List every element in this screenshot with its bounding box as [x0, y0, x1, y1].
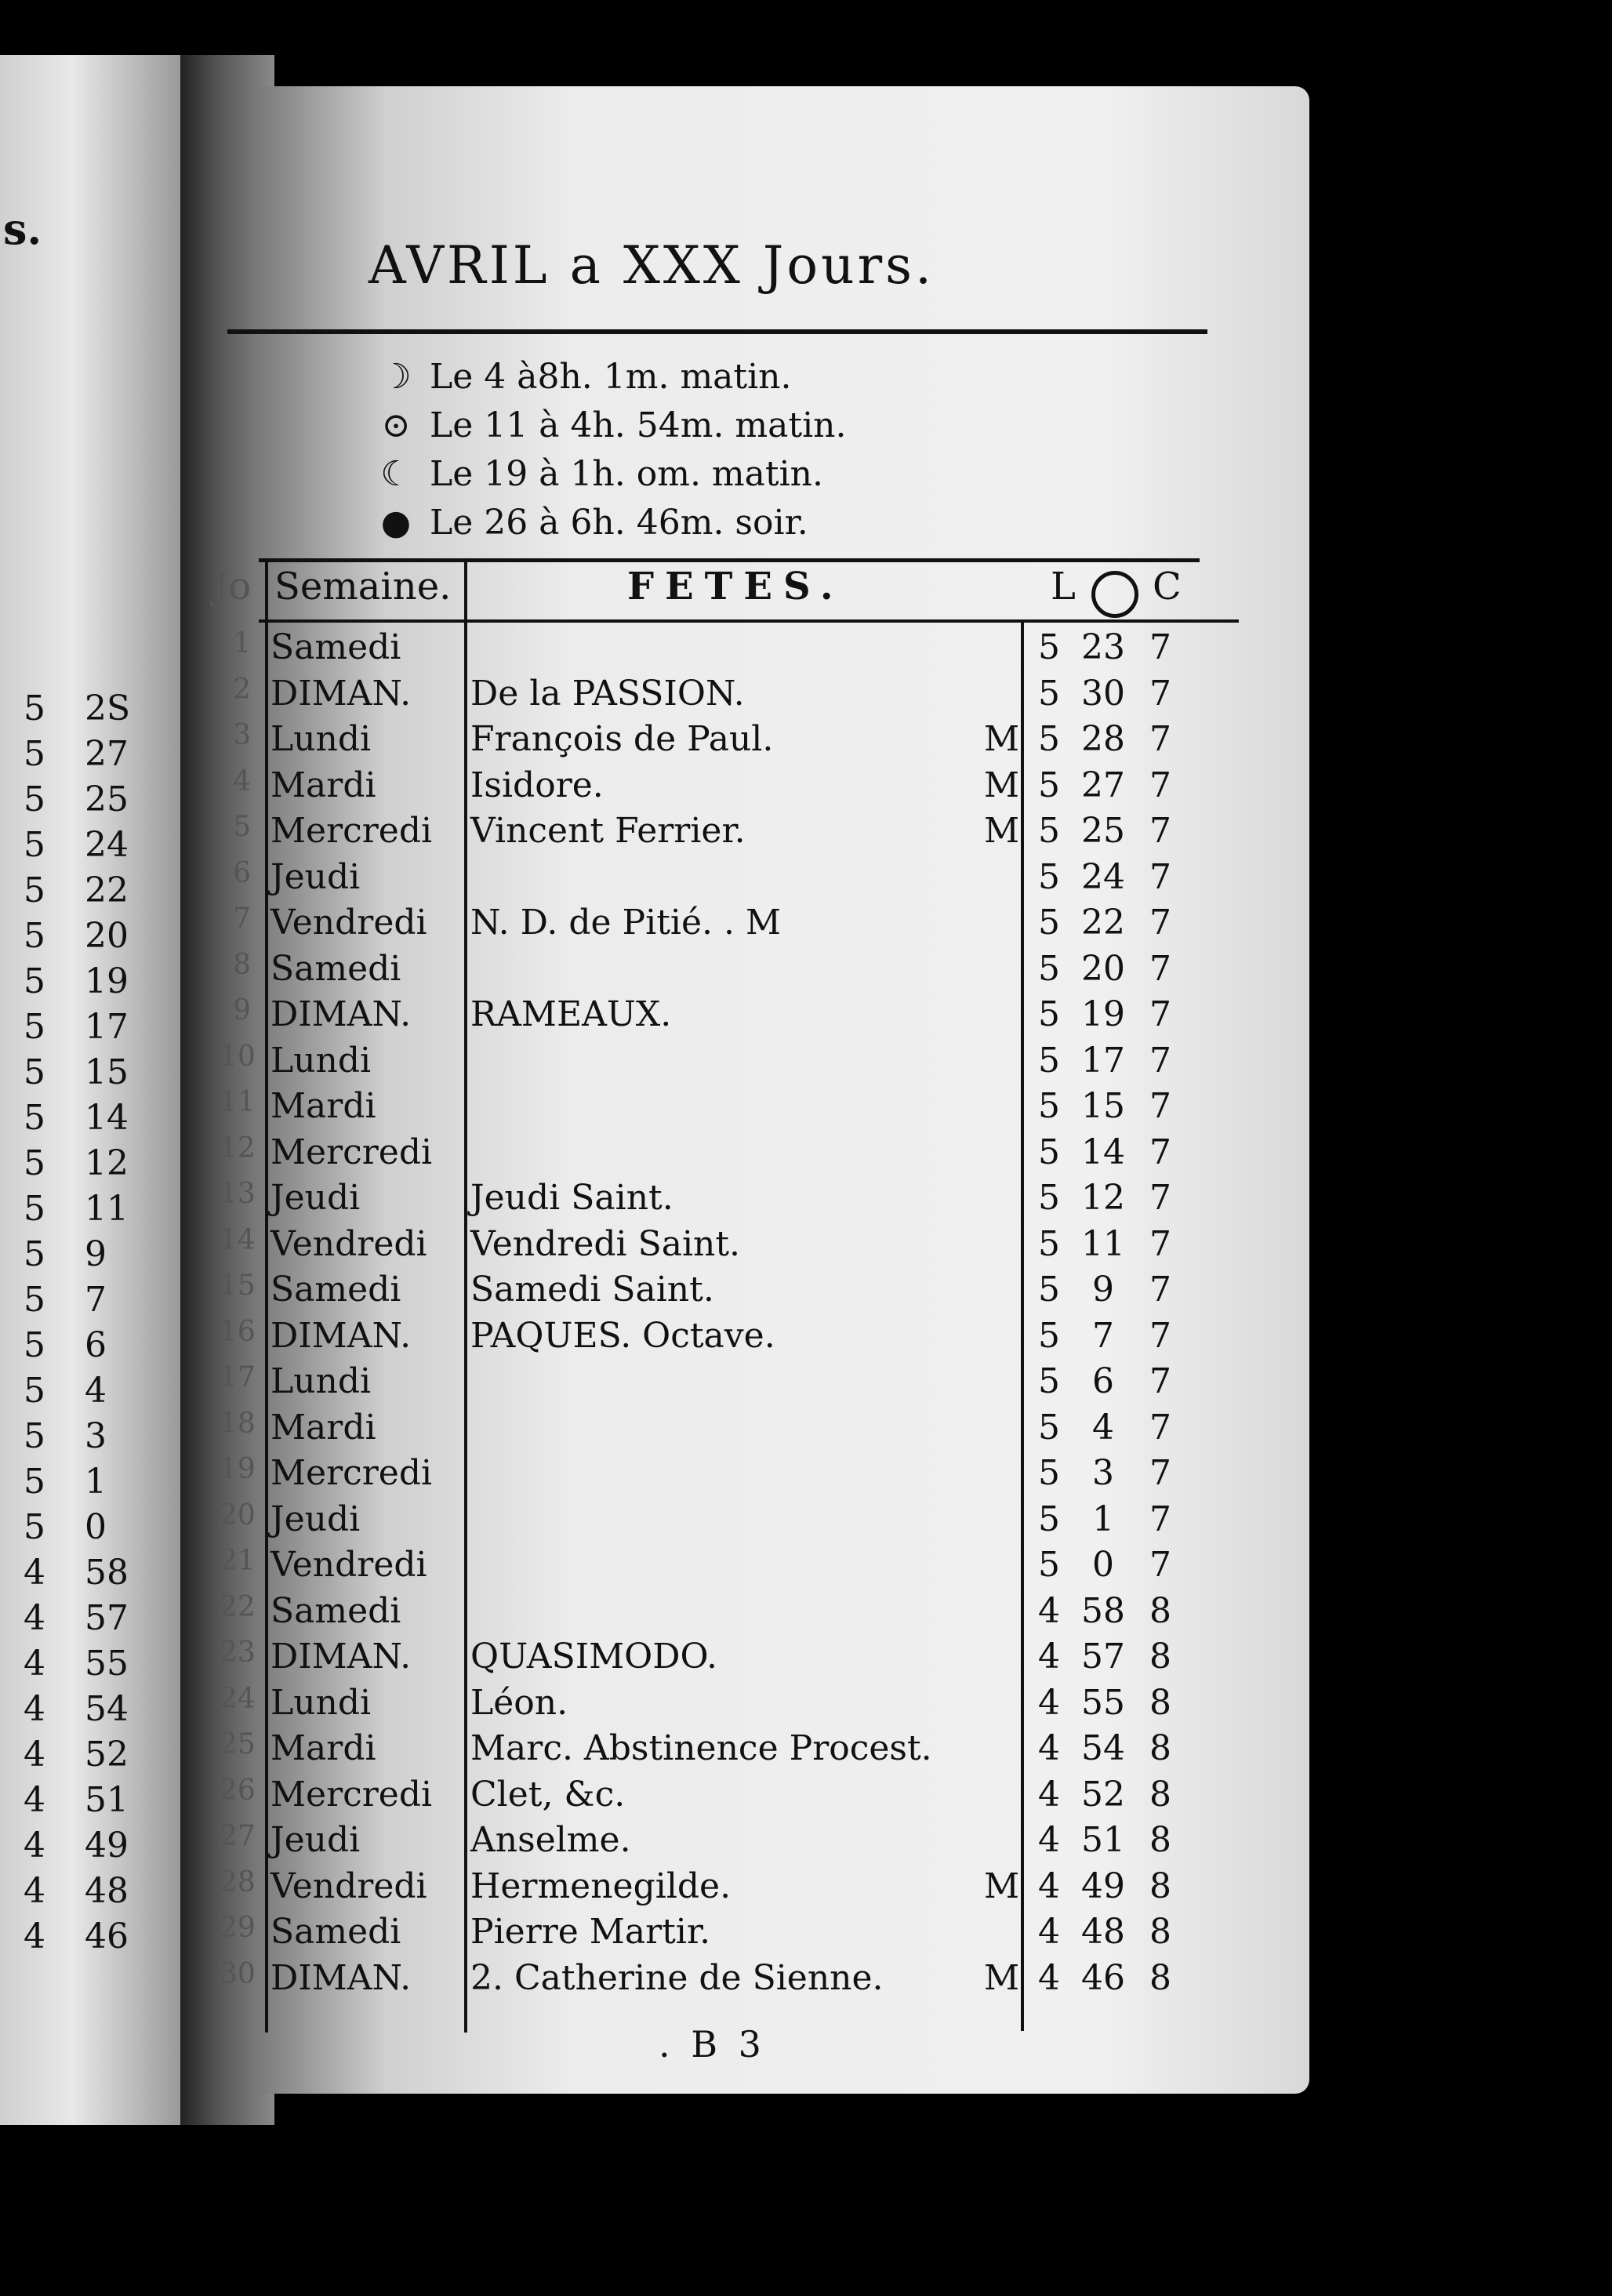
left-hour: 5	[24, 1280, 45, 1320]
weekday: Lundi	[270, 1361, 372, 1401]
calendar-row	[0, 674, 1612, 719]
header-weekday: Semaine.	[274, 565, 452, 609]
left-hour: 5	[24, 825, 45, 865]
sunset-hour: 7	[1149, 673, 1171, 714]
sunrise-minute: 51	[1081, 1820, 1125, 1860]
weekday: DIMAN.	[270, 1315, 412, 1356]
sunset-hour: 7	[1149, 1545, 1171, 1585]
sunrise-minute: 12	[1081, 1178, 1125, 1218]
left-minute: 12	[85, 1143, 129, 1183]
sunrise-minute: 48	[1081, 1912, 1125, 1952]
sunrise-hour: 5	[1038, 719, 1060, 759]
moon-phase-text: Le 11 à 4h. 54m. matin.	[430, 405, 847, 445]
left-hour: 5	[24, 1371, 45, 1411]
left-minute: 46	[85, 1916, 129, 1956]
sunrise-hour: 5	[1038, 948, 1060, 989]
sunrise-hour: 5	[1038, 811, 1060, 851]
weekday: Vendredi	[270, 1223, 427, 1264]
feast: 2. Catherine de Sienne.	[470, 1957, 884, 1998]
sunrise-minute: 11	[1081, 1223, 1125, 1264]
left-hour: 4	[24, 1689, 45, 1729]
day-number: 30	[220, 1957, 256, 1990]
page-title: AVRIL a XXX Jours.	[369, 235, 935, 296]
sunset-hour: 7	[1149, 1178, 1171, 1218]
left-hour: 5	[24, 1507, 45, 1547]
sunrise-minute: 17	[1081, 1040, 1125, 1081]
weekday: Samedi	[270, 1912, 401, 1952]
weekday: Samedi	[270, 627, 401, 667]
sunrise-hour: 5	[1038, 627, 1060, 667]
left-hour: 5	[24, 1007, 45, 1047]
day-number: 18	[220, 1407, 256, 1440]
sunrise-hour: 5	[1038, 1499, 1060, 1539]
sunrise-hour: 4	[1038, 1590, 1060, 1631]
left-minute: 4	[85, 1371, 107, 1411]
weekday: Samedi	[270, 948, 401, 989]
sunrise-hour: 4	[1038, 1637, 1060, 1677]
sunset-hour: 7	[1149, 948, 1171, 989]
left-page-corner-text: s.	[3, 204, 42, 254]
sunset-hour: 7	[1149, 811, 1171, 851]
left-minute: 20	[85, 916, 129, 956]
day-number: 17	[220, 1361, 256, 1393]
header-bottom-rule	[259, 619, 1239, 623]
day-number: 10	[220, 1040, 256, 1073]
sunrise-hour: 5	[1038, 1315, 1060, 1356]
day-number: 2	[233, 673, 251, 706]
calendar-row	[0, 1361, 1612, 1407]
left-hour: 5	[24, 870, 45, 910]
sunrise-hour: 5	[1038, 1086, 1060, 1126]
sunrise-hour: 5	[1038, 1178, 1060, 1218]
header-day: Jo	[213, 565, 252, 609]
sunset-hour: 8	[1149, 1774, 1171, 1815]
sunrise-hour: 5	[1038, 856, 1060, 897]
day-number: 29	[220, 1912, 256, 1944]
header-fetes: FETES.	[627, 565, 844, 609]
sunrise-minute: 9	[1092, 1270, 1114, 1310]
moon-phase-line	[376, 454, 823, 501]
left-minute: 9	[85, 1234, 107, 1274]
day-number: 7	[233, 903, 251, 935]
weekday: Jeudi	[270, 1499, 361, 1539]
left-hour: 4	[24, 1598, 45, 1638]
last-quarter-moon-icon: ☾	[380, 454, 412, 494]
day-number: 23	[220, 1637, 256, 1669]
calendar-row	[0, 949, 1612, 994]
calendar-row	[0, 719, 1612, 765]
left-hour: 5	[24, 734, 45, 774]
weekday: DIMAN.	[270, 1637, 412, 1677]
sunrise-minute: 49	[1081, 1866, 1125, 1906]
left-hour: 4	[24, 1780, 45, 1820]
sunset-hour: 7	[1149, 719, 1171, 759]
calendar-row	[0, 1958, 1612, 2004]
calendar-row	[0, 1178, 1612, 1223]
sunrise-hour: 4	[1038, 1912, 1060, 1952]
sunrise-minute: 52	[1081, 1774, 1125, 1815]
weekday: Vendredi	[270, 903, 427, 943]
weekday: Lundi	[270, 1682, 372, 1723]
sunset-hour: 8	[1149, 1820, 1171, 1860]
sunrise-hour: 5	[1038, 994, 1060, 1034]
title-rule	[227, 329, 1207, 334]
sunrise-minute: 0	[1092, 1545, 1114, 1585]
left-minute: 51	[85, 1780, 129, 1820]
left-hour: 5	[24, 961, 45, 1001]
left-hour: 4	[24, 1871, 45, 1911]
day-number: 21	[220, 1545, 256, 1577]
weekday: Jeudi	[270, 1820, 361, 1860]
sunrise-minute: 3	[1092, 1453, 1114, 1493]
moon-phase-line	[376, 357, 791, 404]
sunrise-minute: 25	[1081, 811, 1125, 851]
feast: Isidore.	[470, 765, 604, 805]
sunrise-hour: 5	[1038, 1545, 1060, 1585]
header-sun-c: C	[1153, 565, 1182, 609]
sunset-hour: 7	[1149, 1453, 1171, 1493]
feast: Marc. Abstinence Procest.	[470, 1728, 932, 1768]
sunrise-minute: 22	[1081, 903, 1125, 943]
calendar-row	[0, 1866, 1612, 1912]
left-minute: 22	[85, 870, 129, 910]
meat-mark: M	[984, 719, 1020, 759]
sunset-hour: 7	[1149, 1223, 1171, 1264]
left-hour: 4	[24, 1735, 45, 1775]
meat-mark: M	[984, 765, 1020, 805]
first-quarter-moon-icon: ☽	[380, 357, 412, 397]
feast: Jeudi Saint.	[470, 1178, 673, 1218]
day-number: 24	[220, 1682, 256, 1715]
feast: RAMEAUX.	[470, 994, 672, 1034]
sunset-hour: 8	[1149, 1728, 1171, 1768]
weekday: DIMAN.	[270, 994, 412, 1034]
sunrise-minute: 27	[1081, 765, 1125, 805]
left-minute: 14	[85, 1098, 129, 1138]
calendar-row	[0, 903, 1612, 948]
sunrise-minute: 20	[1081, 948, 1125, 989]
moon-phase-line	[376, 405, 846, 452]
left-minute: 52	[85, 1735, 129, 1775]
calendar-row	[0, 765, 1612, 811]
day-number: 16	[220, 1315, 256, 1348]
weekday: Jeudi	[270, 1178, 361, 1218]
sunset-hour: 7	[1149, 765, 1171, 805]
day-number: 22	[220, 1590, 256, 1623]
sunrise-minute: 54	[1081, 1728, 1125, 1768]
sunrise-minute: 7	[1092, 1315, 1114, 1356]
left-hour: 5	[24, 1234, 45, 1274]
weekday: DIMAN.	[270, 673, 412, 714]
sunset-hour: 7	[1149, 1361, 1171, 1401]
meat-mark: M	[984, 1957, 1020, 1998]
sun-icon	[1091, 571, 1138, 618]
sunset-hour: 7	[1149, 1086, 1171, 1126]
day-number: 5	[233, 811, 251, 843]
weekday: Mercredi	[270, 1453, 433, 1493]
sunrise-minute: 58	[1081, 1590, 1125, 1631]
sunset-hour: 7	[1149, 994, 1171, 1034]
sunrise-hour: 5	[1038, 1361, 1060, 1401]
weekday: Mardi	[270, 1407, 376, 1448]
calendar-row	[0, 857, 1612, 903]
calendar-row	[0, 1270, 1612, 1315]
sunrise-minute: 28	[1081, 719, 1125, 759]
left-minute: 57	[85, 1598, 129, 1638]
sunrise-hour: 4	[1038, 1774, 1060, 1815]
moon-phase-text: Le 26 à 6h. 46m. soir.	[430, 503, 808, 543]
weekday: DIMAN.	[270, 1957, 412, 1998]
left-minute: 49	[85, 1826, 129, 1866]
sunset-hour: 7	[1149, 1270, 1171, 1310]
meat-mark: M	[984, 1866, 1020, 1906]
day-number: 28	[220, 1866, 256, 1898]
weekday: Mercredi	[270, 811, 433, 851]
sunrise-hour: 5	[1038, 1453, 1060, 1493]
left-minute: 6	[85, 1325, 107, 1365]
feast: N. D. de Pitié. . M	[470, 903, 781, 943]
weekday: Vendredi	[270, 1545, 427, 1585]
calendar-row	[0, 1086, 1612, 1132]
sunrise-hour: 5	[1038, 1040, 1060, 1081]
calendar-row	[0, 1820, 1612, 1866]
left-minute: 19	[85, 961, 129, 1001]
day-number: 27	[220, 1820, 256, 1852]
sunrise-minute: 6	[1092, 1361, 1114, 1401]
sunrise-hour: 5	[1038, 1132, 1060, 1172]
feast: Léon.	[470, 1682, 568, 1723]
day-number: 25	[220, 1728, 256, 1760]
feast: De la PASSION.	[470, 673, 745, 714]
left-minute: 54	[85, 1689, 129, 1729]
left-hour: 5	[24, 1189, 45, 1229]
calendar-row	[0, 994, 1612, 1040]
weekday: Mardi	[270, 1728, 376, 1768]
sunrise-hour: 4	[1038, 1682, 1060, 1723]
day-number: 15	[220, 1270, 256, 1302]
left-hour: 5	[24, 779, 45, 819]
day-number: 8	[233, 948, 251, 981]
day-number: 26	[220, 1774, 256, 1807]
day-number: 3	[233, 719, 251, 751]
left-hour: 5	[24, 1143, 45, 1183]
calendar-row	[0, 1408, 1612, 1453]
calendar-row	[0, 1499, 1612, 1545]
feast: Pierre Martir.	[470, 1912, 711, 1952]
day-number: 19	[220, 1453, 256, 1485]
sunrise-minute: 19	[1081, 994, 1125, 1034]
sunset-hour: 8	[1149, 1637, 1171, 1677]
weekday: Vendredi	[270, 1866, 427, 1906]
left-minute: 24	[85, 825, 129, 865]
left-minute: 11	[85, 1189, 129, 1229]
left-minute: 15	[85, 1052, 129, 1092]
calendar-row	[0, 1728, 1612, 1774]
left-hour: 4	[24, 1916, 45, 1956]
left-minute: 1	[85, 1462, 107, 1502]
feast: Clet, &c.	[470, 1774, 626, 1815]
calendar-row	[0, 627, 1612, 673]
sunset-hour: 8	[1149, 1682, 1171, 1723]
left-hour: 5	[24, 1098, 45, 1138]
sunrise-hour: 4	[1038, 1728, 1060, 1768]
left-minute: 48	[85, 1871, 129, 1911]
calendar-row	[0, 1683, 1612, 1728]
moon-phase-text: Le 4 à8h. 1m. matin.	[430, 357, 792, 397]
sunset-hour: 7	[1149, 1499, 1171, 1539]
weekday: Mardi	[270, 765, 376, 805]
calendar-row	[0, 811, 1612, 856]
left-minute: 27	[85, 734, 129, 774]
sunrise-hour: 4	[1038, 1957, 1060, 1998]
sunset-hour: 8	[1149, 1590, 1171, 1631]
sunrise-minute: 4	[1092, 1407, 1114, 1448]
weekday: Lundi	[270, 1040, 372, 1081]
sunset-hour: 7	[1149, 1315, 1171, 1356]
sunrise-hour: 5	[1038, 903, 1060, 943]
feast: Samedi Saint.	[470, 1270, 714, 1310]
sunrise-hour: 4	[1038, 1820, 1060, 1860]
weekday: Lundi	[270, 719, 372, 759]
left-hour: 5	[24, 688, 45, 728]
day-number: 12	[220, 1132, 256, 1164]
sunrise-minute: 30	[1081, 673, 1125, 714]
weekday: Samedi	[270, 1270, 401, 1310]
sunrise-hour: 5	[1038, 673, 1060, 714]
moon-phase-line	[376, 503, 808, 550]
day-number: 1	[233, 627, 251, 659]
feast: Hermenegilde.	[470, 1866, 732, 1906]
sunset-hour: 7	[1149, 1407, 1171, 1448]
weekday: Mercredi	[270, 1774, 433, 1815]
left-minute: 3	[85, 1416, 107, 1456]
left-hour: 4	[24, 1644, 45, 1684]
left-hour: 4	[24, 1553, 45, 1593]
calendar-row	[0, 1545, 1612, 1590]
feast: QUASIMODO.	[470, 1637, 717, 1677]
sunrise-minute: 15	[1081, 1086, 1125, 1126]
full-moon-icon: ⊙	[381, 405, 411, 445]
left-hour: 4	[24, 1826, 45, 1866]
sunrise-minute: 23	[1081, 627, 1125, 667]
day-number: 14	[220, 1223, 256, 1256]
calendar-row	[0, 1591, 1612, 1637]
calendar-row	[0, 1912, 1612, 1957]
sunset-hour: 7	[1149, 1040, 1171, 1081]
left-minute: 55	[85, 1644, 129, 1684]
page-signature: . B 3	[659, 2023, 766, 2065]
sunset-hour: 8	[1149, 1912, 1171, 1952]
moon-phase-text: Le 19 à 1h. om. matin.	[430, 454, 823, 494]
feast: PAQUES. Octave.	[470, 1315, 775, 1356]
weekday: Samedi	[270, 1590, 401, 1631]
day-number: 11	[220, 1086, 256, 1118]
feast: Vendredi Saint.	[470, 1223, 741, 1264]
sunrise-hour: 5	[1038, 765, 1060, 805]
sunset-hour: 7	[1149, 856, 1171, 897]
feast: François de Paul.	[470, 719, 774, 759]
sunrise-minute: 1	[1092, 1499, 1114, 1539]
sunrise-hour: 5	[1038, 1407, 1060, 1448]
feast: Anselme.	[470, 1820, 631, 1860]
left-minute: 58	[85, 1553, 129, 1593]
header-sun-l: L	[1051, 565, 1076, 609]
sunrise-minute: 46	[1081, 1957, 1125, 1998]
sunrise-minute: 24	[1081, 856, 1125, 897]
sunrise-hour: 5	[1038, 1270, 1060, 1310]
meat-mark: M	[984, 811, 1020, 851]
weekday: Mardi	[270, 1086, 376, 1126]
calendar-row	[0, 1453, 1612, 1499]
calendar-row	[0, 1775, 1612, 1820]
sunset-hour: 8	[1149, 1866, 1171, 1906]
sunrise-hour: 5	[1038, 1223, 1060, 1264]
sunset-hour: 7	[1149, 903, 1171, 943]
left-hour: 5	[24, 1325, 45, 1365]
left-hour: 5	[24, 1462, 45, 1502]
sunset-hour: 7	[1149, 1132, 1171, 1172]
left-hour: 5	[24, 916, 45, 956]
left-hour: 5	[24, 1052, 45, 1092]
day-number: 20	[220, 1499, 256, 1531]
day-number: 4	[233, 765, 251, 797]
sunrise-hour: 4	[1038, 1866, 1060, 1906]
calendar-row	[0, 1041, 1612, 1086]
calendar-row	[0, 1316, 1612, 1361]
day-number: 9	[233, 994, 251, 1026]
header-top-rule	[259, 558, 1200, 562]
sunset-hour: 7	[1149, 627, 1171, 667]
sunrise-minute: 57	[1081, 1637, 1125, 1677]
day-number: 13	[220, 1178, 256, 1210]
left-minute: 7	[85, 1280, 107, 1320]
left-hour: 5	[24, 1416, 45, 1456]
feast: Vincent Ferrier.	[470, 811, 746, 851]
calendar-row	[0, 1224, 1612, 1270]
sunrise-minute: 55	[1081, 1682, 1125, 1723]
left-minute: 17	[85, 1007, 129, 1047]
weekday: Jeudi	[270, 856, 361, 897]
calendar-row	[0, 1132, 1612, 1178]
left-minute: 25	[85, 779, 129, 819]
weekday: Mercredi	[270, 1132, 433, 1172]
new-moon-icon: ●	[380, 503, 412, 543]
sunset-hour: 8	[1149, 1957, 1171, 1998]
day-number: 6	[233, 856, 251, 889]
left-minute: 0	[85, 1507, 107, 1547]
calendar-row	[0, 1637, 1612, 1682]
left-minute: 2S	[85, 688, 131, 728]
sunrise-minute: 14	[1081, 1132, 1125, 1172]
